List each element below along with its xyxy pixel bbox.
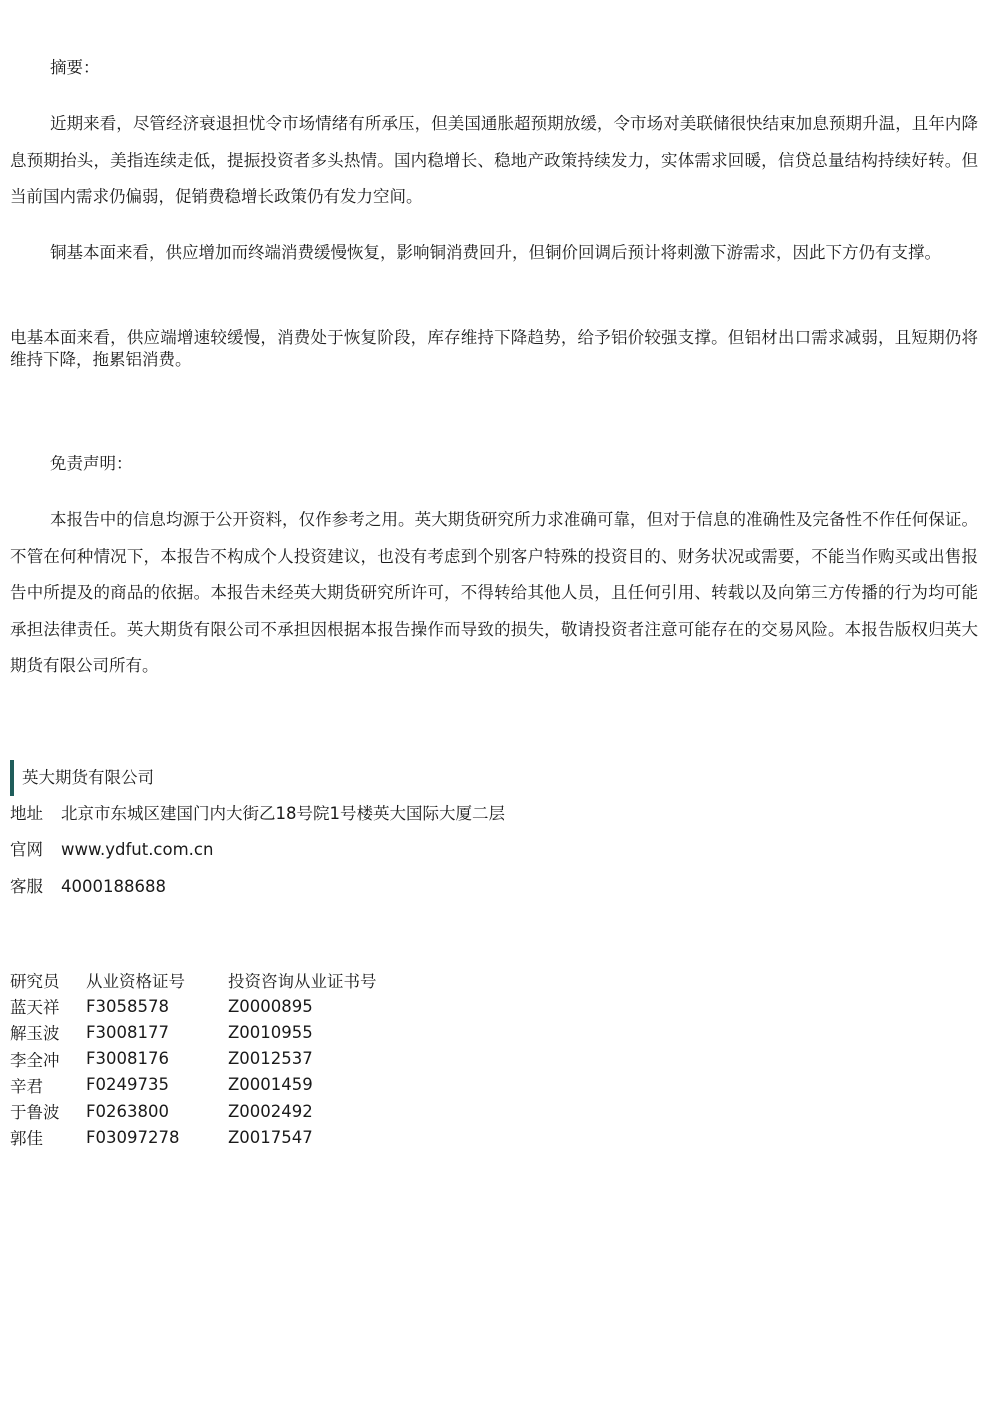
disclaimer-block	[10, 502, 978, 685]
service-label: 客服	[10, 877, 43, 896]
website-label: 官网	[10, 840, 43, 859]
researcher-name: 郭佳	[10, 1129, 43, 1149]
table-row	[10, 1019, 428, 1045]
service-row	[10, 876, 166, 898]
consulting-cert-no: Z0017547	[228, 1127, 313, 1147]
consulting-cert-no: Z0012537	[228, 1049, 313, 1069]
disclaimer-heading: 免责声明：	[50, 454, 133, 473]
summary-paragraph-macro	[10, 106, 978, 216]
qualification-no: F0263800	[86, 1101, 169, 1121]
table-header-row	[10, 967, 428, 993]
disclaimer-heading-block	[10, 453, 978, 475]
disclaimer-text: 本报告中的信息均源于公开资料，仅作参考之用。英大期货研究所力求准确可靠，但对于信息的准确性及完备性不作任何保证。不管在何种情况下，本报告不构成个人投资建议，也没有考虑到个别客户特殊的投资目的、财务状况或需要，不能当作购买或出售报告中所提及的商品的依据。本报告未经英大期货研究所许可，不得转给其他人员，且任何引用、转载以及向第三方传播的行为均可能承担法律责任。英大期货有限公司不承担因根据本报告操作而导致的损失，敬请投资者注意可能存在的交易风险。本报告版权归英大期货有限公司所有。	[10, 510, 978, 675]
header-consulting-cert-no: 投资咨询从业证书号	[228, 972, 377, 992]
table-row	[10, 993, 428, 1019]
qualification-no: F3008176	[86, 1049, 169, 1069]
address-label: 地址	[10, 804, 43, 823]
researcher-name: 于鲁波	[10, 1103, 60, 1123]
consulting-cert-no: Z0010955	[228, 1022, 313, 1042]
table-row	[10, 1124, 428, 1150]
summary-paragraph-aluminum	[10, 327, 978, 371]
researcher-table	[10, 967, 428, 1150]
qualification-no: F3058578	[86, 996, 169, 1016]
website-value: www.ydfut.com.cn	[61, 840, 214, 859]
header-researcher: 研究员	[10, 972, 60, 992]
table-row	[10, 1098, 428, 1124]
summary-paragraph-copper	[10, 235, 978, 272]
service-value: 4000188688	[61, 877, 166, 896]
qualification-no: F3008177	[86, 1022, 169, 1042]
aluminum-paragraph: 电基本面来看，供应端增速较缓慢，消费处于恢复阶段，库存维持下降趋势，给予铝价较强支撑。但铝材出口需求减弱，且短期仍将维持下降，拖累铝消费。	[10, 328, 978, 369]
header-qualification-no: 从业资格证号	[86, 972, 185, 992]
researcher-name: 蓝天祥	[10, 998, 60, 1018]
table-row	[10, 1072, 428, 1098]
website-row	[10, 839, 213, 861]
researcher-name: 辛君	[10, 1076, 43, 1096]
macro-paragraph: 近期来看，尽管经济衰退担忧令市场情绪有所承压，但美国通胀超预期放缓，令市场对美联储很快结束加息预期升温，且年内降息预期抬头，美指连续走低，提振投资者多头热情。国内稳增长、稳地产政策持续发力，实体需求回暖，信贷总量结构持续好转。但当前国内需求仍偏弱，促销费稳增长政策仍有发力空间。	[10, 114, 978, 206]
summary-heading-block	[10, 57, 978, 79]
qualification-no: F03097278	[86, 1127, 180, 1147]
consulting-cert-no: Z0002492	[228, 1101, 313, 1121]
qualification-no: F0249735	[86, 1075, 169, 1095]
company-name: 英大期货有限公司	[22, 768, 154, 787]
consulting-cert-no: Z0000895	[228, 996, 313, 1016]
researcher-name: 李全冲	[10, 1050, 60, 1070]
summary-heading: 摘要：	[50, 58, 100, 77]
address-value: 北京市东城区建国门内大街乙18号院1号楼英大国际大厦二层	[61, 804, 505, 823]
copper-paragraph: 铜基本面来看，供应增加而终端消费缓慢恢复，影响铜消费回升，但铜价回调后预计将刺激下游需求，因此下方仍有支撑。	[50, 243, 941, 262]
accent-bar	[10, 760, 14, 796]
table-row	[10, 1046, 428, 1072]
consulting-cert-no: Z0001459	[228, 1075, 313, 1095]
researcher-name: 解玉波	[10, 1024, 60, 1044]
address-row	[10, 803, 505, 825]
